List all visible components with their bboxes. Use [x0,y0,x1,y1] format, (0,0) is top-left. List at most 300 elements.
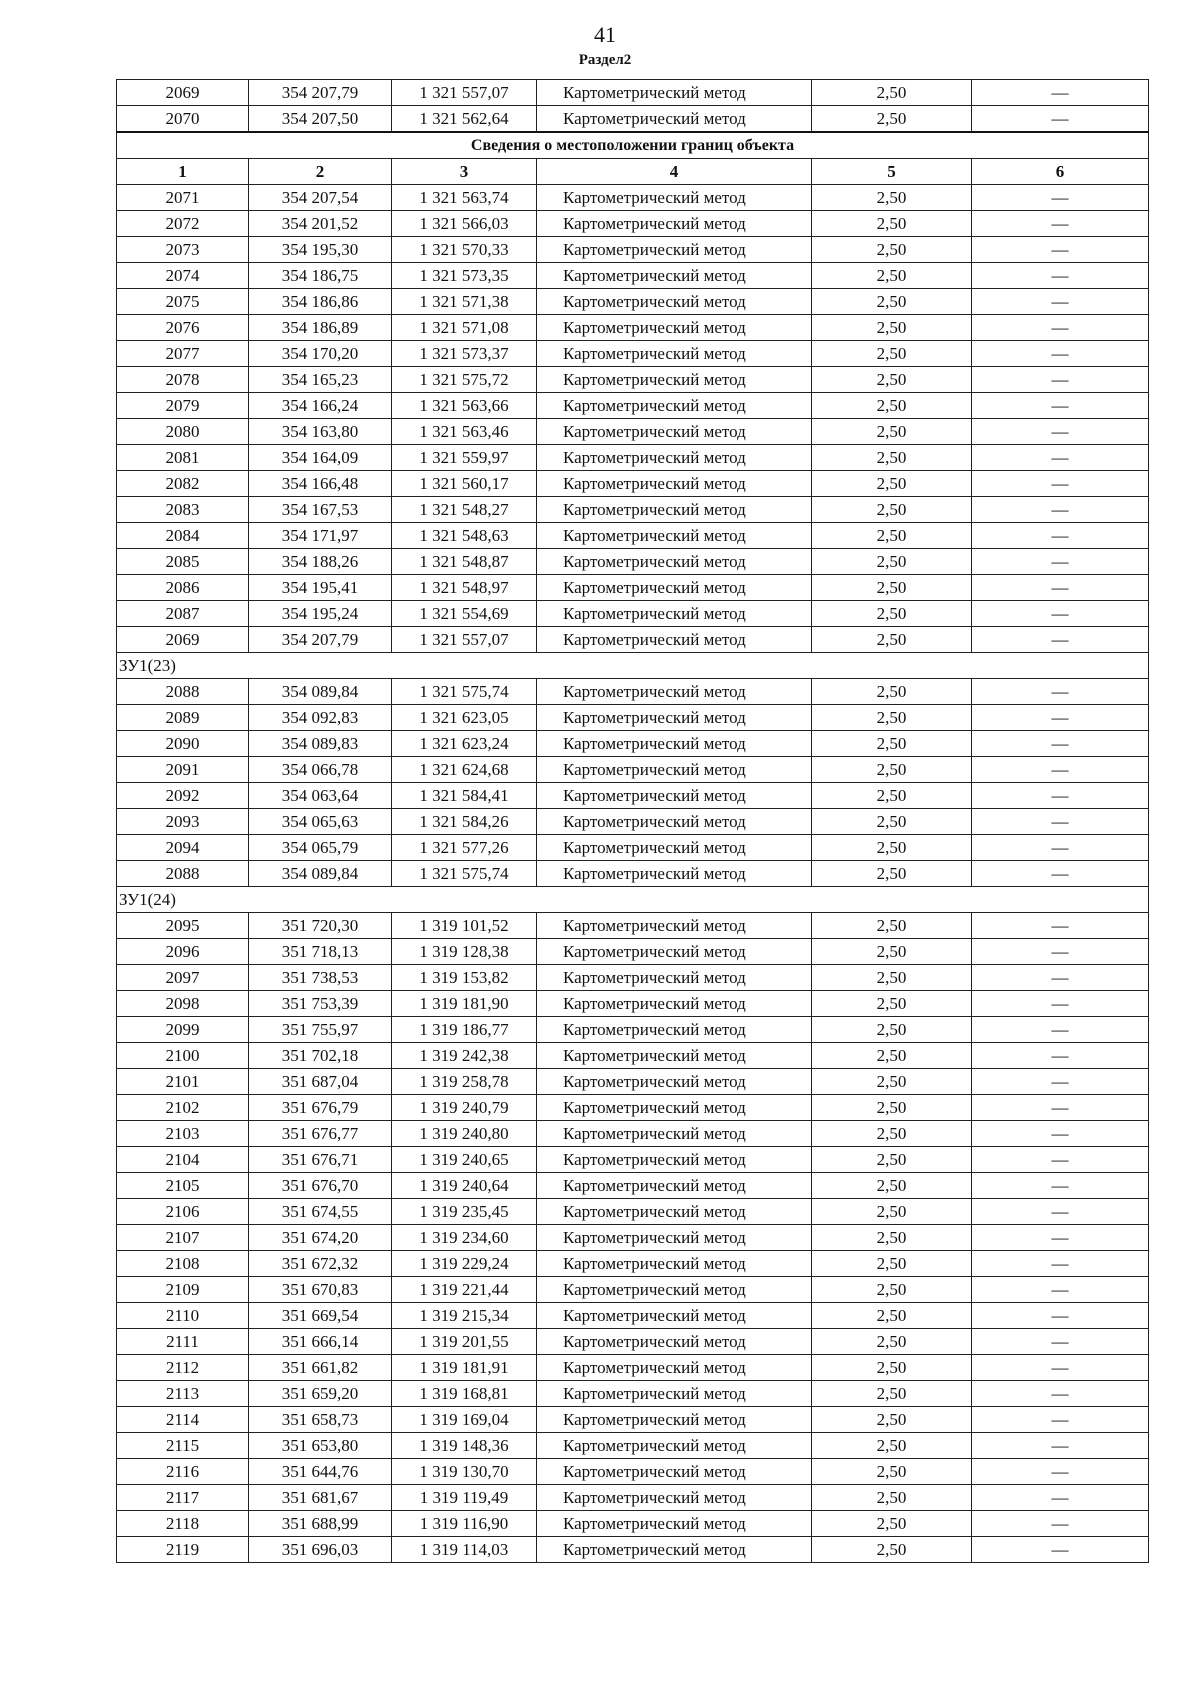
table-row [117,1095,1149,1121]
accuracy-cell: 2,50 [812,1459,972,1485]
note-cell: — [972,523,1149,549]
y-coordinate-cell: 1 319 234,60 [392,1225,537,1251]
point-number-cell: 2099 [117,1017,249,1043]
y-coordinate-cell: 1 319 201,55 [392,1329,537,1355]
y-coordinate-cell: 1 321 624,68 [392,757,537,783]
y-coordinate-cell: 1 321 571,08 [392,315,537,341]
x-coordinate-cell: 354 164,09 [249,445,392,471]
table-row [117,1121,1149,1147]
method-cell: Картометрический метод [537,913,812,939]
accuracy-cell: 2,50 [812,211,972,237]
table-row [117,341,1149,367]
y-coordinate-cell: 1 321 554,69 [392,601,537,627]
y-coordinate-cell: 1 321 563,74 [392,185,537,211]
table-row [117,861,1149,887]
x-coordinate-cell: 354 186,89 [249,315,392,341]
x-coordinate-cell: 354 066,78 [249,757,392,783]
table-row [117,757,1149,783]
x-coordinate-cell: 351 670,83 [249,1277,392,1303]
accuracy-cell: 2,50 [812,237,972,263]
x-coordinate-cell: 351 688,99 [249,1511,392,1537]
accuracy-cell: 2,50 [812,471,972,497]
x-coordinate-cell: 354 170,20 [249,341,392,367]
table-row [117,263,1149,289]
table-row [117,1173,1149,1199]
method-cell: Картометрический метод [537,835,812,861]
point-number-cell: 2103 [117,1121,249,1147]
note-cell: — [972,1277,1149,1303]
section-title: Раздел2 [578,52,632,68]
method-cell: Картометрический метод [537,237,812,263]
x-coordinate-cell: 351 738,53 [249,965,392,991]
point-number-cell: 2113 [117,1381,249,1407]
x-coordinate-cell: 351 696,03 [249,1537,392,1563]
x-coordinate-cell: 351 702,18 [249,1043,392,1069]
table-row [117,523,1149,549]
x-coordinate-cell: 351 676,71 [249,1147,392,1173]
y-coordinate-cell: 1 321 559,97 [392,445,537,471]
note-cell: — [972,289,1149,315]
note-cell: — [972,1251,1149,1277]
x-coordinate-cell: 351 720,30 [249,913,392,939]
x-coordinate-cell: 351 676,79 [249,1095,392,1121]
note-cell: — [972,679,1149,705]
note-cell: — [972,809,1149,835]
table-row [117,315,1149,341]
method-cell: Картометрический метод [537,965,812,991]
note-cell: — [972,1381,1149,1407]
x-coordinate-cell: 351 676,70 [249,1173,392,1199]
table-row [117,1303,1149,1329]
point-number-cell: 2086 [117,575,249,601]
method-cell: Картометрический метод [537,549,812,575]
column-number-row [117,159,1149,185]
x-coordinate-cell: 354 207,50 [249,106,392,133]
x-coordinate-cell: 351 676,77 [249,1121,392,1147]
y-coordinate-cell: 1 319 240,79 [392,1095,537,1121]
method-cell: Картометрический метод [537,575,812,601]
x-coordinate-cell: 351 661,82 [249,1355,392,1381]
accuracy-cell: 2,50 [812,835,972,861]
y-coordinate-cell: 1 319 240,80 [392,1121,537,1147]
point-number-cell: 2108 [117,1251,249,1277]
y-coordinate-cell: 1 321 548,87 [392,549,537,575]
note-cell: — [972,1459,1149,1485]
section-heading-row [117,132,1149,159]
point-number-cell: 2078 [117,367,249,393]
x-coordinate-cell: 354 186,75 [249,263,392,289]
table-row [117,237,1149,263]
y-coordinate-cell: 1 319 116,90 [392,1511,537,1537]
point-number-cell: 2109 [117,1277,249,1303]
note-cell: — [972,601,1149,627]
x-coordinate-cell: 351 659,20 [249,1381,392,1407]
y-coordinate-cell: 1 321 575,72 [392,367,537,393]
method-cell: Картометрический метод [537,1433,812,1459]
y-coordinate-cell: 1 319 168,81 [392,1381,537,1407]
x-coordinate-cell: 354 089,84 [249,861,392,887]
point-number-cell: 2074 [117,263,249,289]
accuracy-cell: 2,50 [812,1147,972,1173]
x-coordinate-cell: 351 674,55 [249,1199,392,1225]
table-row [117,1433,1149,1459]
table-row [117,289,1149,315]
x-coordinate-cell: 354 188,26 [249,549,392,575]
note-cell: — [972,1433,1149,1459]
note-cell: — [972,965,1149,991]
table-row [117,393,1149,419]
x-coordinate-cell: 351 669,54 [249,1303,392,1329]
accuracy-cell: 2,50 [812,106,972,133]
table-row [117,1381,1149,1407]
y-coordinate-cell: 1 319 242,38 [392,1043,537,1069]
point-number-cell: 2073 [117,237,249,263]
table-row [117,1355,1149,1381]
x-coordinate-cell: 354 092,83 [249,705,392,731]
section-heading: Сведения о местоположении границ объекта [117,132,1149,159]
accuracy-cell: 2,50 [812,393,972,419]
note-cell: — [972,1355,1149,1381]
table-row [117,1147,1149,1173]
note-cell: — [972,939,1149,965]
y-coordinate-cell: 1 321 562,64 [392,106,537,133]
x-coordinate-cell: 354 166,48 [249,471,392,497]
y-coordinate-cell: 1 321 548,63 [392,523,537,549]
column-number: 5 [812,159,972,185]
method-cell: Картометрический метод [537,1225,812,1251]
point-number-cell: 2088 [117,679,249,705]
method-cell: Картометрический метод [537,1485,812,1511]
method-cell: Картометрический метод [537,1251,812,1277]
method-cell: Картометрический метод [537,341,812,367]
table-row [117,939,1149,965]
y-coordinate-cell: 1 319 215,34 [392,1303,537,1329]
point-number-cell: 2085 [117,549,249,575]
method-cell: Картометрический метод [537,106,812,133]
point-number-cell: 2100 [117,1043,249,1069]
accuracy-cell: 2,50 [812,263,972,289]
point-number-cell: 2070 [117,106,249,133]
method-cell: Картометрический метод [537,627,812,653]
y-coordinate-cell: 1 321 575,74 [392,861,537,887]
point-number-cell: 2118 [117,1511,249,1537]
accuracy-cell: 2,50 [812,1381,972,1407]
note-cell: — [972,627,1149,653]
accuracy-cell: 2,50 [812,757,972,783]
point-number-cell: 2094 [117,835,249,861]
x-coordinate-cell: 351 666,14 [249,1329,392,1355]
x-coordinate-cell: 354 195,30 [249,237,392,263]
y-coordinate-cell: 1 321 563,66 [392,393,537,419]
x-coordinate-cell: 354 207,79 [249,627,392,653]
point-number-cell: 2110 [117,1303,249,1329]
accuracy-cell: 2,50 [812,1303,972,1329]
accuracy-cell: 2,50 [812,549,972,575]
point-number-cell: 2083 [117,497,249,523]
accuracy-cell: 2,50 [812,601,972,627]
y-coordinate-cell: 1 321 560,17 [392,471,537,497]
x-coordinate-cell: 354 065,79 [249,835,392,861]
y-coordinate-cell: 1 319 148,36 [392,1433,537,1459]
x-coordinate-cell: 354 089,84 [249,679,392,705]
column-number: 3 [392,159,537,185]
accuracy-cell: 2,50 [812,1173,972,1199]
y-coordinate-cell: 1 319 258,78 [392,1069,537,1095]
method-cell: Картометрический метод [537,1459,812,1485]
table-row [117,80,1149,106]
y-coordinate-cell: 1 319 221,44 [392,1277,537,1303]
note-cell: — [972,211,1149,237]
note-cell: — [972,575,1149,601]
accuracy-cell: 2,50 [812,939,972,965]
accuracy-cell: 2,50 [812,1485,972,1511]
y-coordinate-cell: 1 319 114,03 [392,1537,537,1563]
point-number-cell: 2096 [117,939,249,965]
y-coordinate-cell: 1 319 181,90 [392,991,537,1017]
accuracy-cell: 2,50 [812,341,972,367]
point-number-cell: 2072 [117,211,249,237]
table-row [117,809,1149,835]
point-number-cell: 2114 [117,1407,249,1433]
accuracy-cell: 2,50 [812,913,972,939]
table-row [117,783,1149,809]
y-coordinate-cell: 1 319 153,82 [392,965,537,991]
method-cell: Картометрический метод [537,1095,812,1121]
method-cell: Картометрический метод [537,991,812,1017]
point-number-cell: 2091 [117,757,249,783]
note-cell: — [972,1069,1149,1095]
note-cell: — [972,1043,1149,1069]
note-cell: — [972,1303,1149,1329]
x-coordinate-cell: 354 065,63 [249,809,392,835]
group-row [117,653,1149,679]
accuracy-cell: 2,50 [812,783,972,809]
x-coordinate-cell: 351 718,13 [249,939,392,965]
x-coordinate-cell: 354 201,52 [249,211,392,237]
accuracy-cell: 2,50 [812,861,972,887]
table-row [117,705,1149,731]
point-number-cell: 2111 [117,1329,249,1355]
y-coordinate-cell: 1 319 181,91 [392,1355,537,1381]
note-cell: — [972,991,1149,1017]
accuracy-cell: 2,50 [812,445,972,471]
method-cell: Картометрический метод [537,1303,812,1329]
note-cell: — [972,106,1149,133]
method-cell: Картометрический метод [537,783,812,809]
group-row [117,887,1149,913]
x-coordinate-cell: 354 166,24 [249,393,392,419]
point-number-cell: 2119 [117,1537,249,1563]
note-cell: — [972,80,1149,106]
table-row [117,367,1149,393]
point-number-cell: 2097 [117,965,249,991]
table-row [117,913,1149,939]
y-coordinate-cell: 1 321 548,97 [392,575,537,601]
accuracy-cell: 2,50 [812,1537,972,1563]
y-coordinate-cell: 1 319 186,77 [392,1017,537,1043]
point-number-cell: 2075 [117,289,249,315]
note-cell: — [972,419,1149,445]
table-row [117,1069,1149,1095]
x-coordinate-cell: 351 674,20 [249,1225,392,1251]
note-cell: — [972,1511,1149,1537]
table-row [117,211,1149,237]
table-row [117,1459,1149,1485]
note-cell: — [972,185,1149,211]
method-cell: Картометрический метод [537,1277,812,1303]
x-coordinate-cell: 351 681,67 [249,1485,392,1511]
method-cell: Картометрический метод [537,1147,812,1173]
point-number-cell: 2081 [117,445,249,471]
x-coordinate-cell: 354 186,86 [249,289,392,315]
y-coordinate-cell: 1 319 169,04 [392,1407,537,1433]
accuracy-cell: 2,50 [812,627,972,653]
table-row [117,1329,1149,1355]
note-cell: — [972,1485,1149,1511]
y-coordinate-cell: 1 319 128,38 [392,939,537,965]
x-coordinate-cell: 354 163,80 [249,419,392,445]
point-number-cell: 2076 [117,315,249,341]
point-number-cell: 2092 [117,783,249,809]
point-number-cell: 2102 [117,1095,249,1121]
accuracy-cell: 2,50 [812,575,972,601]
point-number-cell: 2079 [117,393,249,419]
table-row [117,1043,1149,1069]
point-number-cell: 2084 [117,523,249,549]
method-cell: Картометрический метод [537,185,812,211]
accuracy-cell: 2,50 [812,1355,972,1381]
table-row [117,1537,1149,1563]
table-row [117,991,1149,1017]
note-cell: — [972,783,1149,809]
x-coordinate-cell: 351 755,97 [249,1017,392,1043]
note-cell: — [972,1173,1149,1199]
y-coordinate-cell: 1 321 571,38 [392,289,537,315]
x-coordinate-cell: 351 658,73 [249,1407,392,1433]
group-label: ЗУ1(24) [117,887,1149,913]
method-cell: Картометрический метод [537,1199,812,1225]
method-cell: Картометрический метод [537,315,812,341]
note-cell: — [972,731,1149,757]
note-cell: — [972,497,1149,523]
accuracy-cell: 2,50 [812,1251,972,1277]
accuracy-cell: 2,50 [812,523,972,549]
x-coordinate-cell: 351 672,32 [249,1251,392,1277]
x-coordinate-cell: 354 207,54 [249,185,392,211]
point-number-cell: 2112 [117,1355,249,1381]
table-row [117,731,1149,757]
y-coordinate-cell: 1 321 563,46 [392,419,537,445]
accuracy-cell: 2,50 [812,289,972,315]
y-coordinate-cell: 1 321 575,74 [392,679,537,705]
point-number-cell: 2080 [117,419,249,445]
accuracy-cell: 2,50 [812,1069,972,1095]
note-cell: — [972,1121,1149,1147]
method-cell: Картометрический метод [537,705,812,731]
note-cell: — [972,1407,1149,1433]
y-coordinate-cell: 1 321 584,41 [392,783,537,809]
method-cell: Картометрический метод [537,939,812,965]
x-coordinate-cell: 351 753,39 [249,991,392,1017]
method-cell: Картометрический метод [537,861,812,887]
point-number-cell: 2069 [117,627,249,653]
table-row [117,1017,1149,1043]
column-number: 4 [537,159,812,185]
table-row [117,497,1149,523]
table-row [117,419,1149,445]
note-cell: — [972,471,1149,497]
point-number-cell: 2089 [117,705,249,731]
point-number-cell: 2088 [117,861,249,887]
table-row [117,601,1149,627]
accuracy-cell: 2,50 [812,80,972,106]
accuracy-cell: 2,50 [812,497,972,523]
note-cell: — [972,1017,1149,1043]
point-number-cell: 2069 [117,80,249,106]
table-row [117,1251,1149,1277]
method-cell: Картометрический метод [537,80,812,106]
accuracy-cell: 2,50 [812,419,972,445]
table-row [117,106,1149,133]
accuracy-cell: 2,50 [812,1329,972,1355]
point-number-cell: 2107 [117,1225,249,1251]
point-number-cell: 2104 [117,1147,249,1173]
note-cell: — [972,549,1149,575]
method-cell: Картометрический метод [537,211,812,237]
point-number-cell: 2077 [117,341,249,367]
x-coordinate-cell: 351 653,80 [249,1433,392,1459]
y-coordinate-cell: 1 321 577,26 [392,835,537,861]
table-row [117,627,1149,653]
method-cell: Картометрический метод [537,263,812,289]
y-coordinate-cell: 1 321 584,26 [392,809,537,835]
y-coordinate-cell: 1 319 229,24 [392,1251,537,1277]
point-number-cell: 2106 [117,1199,249,1225]
accuracy-cell: 2,50 [812,1407,972,1433]
y-coordinate-cell: 1 321 566,03 [392,211,537,237]
y-coordinate-cell: 1 319 119,49 [392,1485,537,1511]
table-row [117,1225,1149,1251]
note-cell: — [972,1329,1149,1355]
method-cell: Картометрический метод [537,809,812,835]
y-coordinate-cell: 1 319 235,45 [392,1199,537,1225]
table-row [117,1199,1149,1225]
table-row [117,1485,1149,1511]
table-row [117,471,1149,497]
point-number-cell: 2095 [117,913,249,939]
point-number-cell: 2098 [117,991,249,1017]
page-number: 41 [594,22,616,47]
note-cell: — [972,237,1149,263]
method-cell: Картометрический метод [537,1121,812,1147]
group-label: ЗУ1(23) [117,653,1149,679]
accuracy-cell: 2,50 [812,315,972,341]
accuracy-cell: 2,50 [812,1043,972,1069]
x-coordinate-cell: 354 207,79 [249,80,392,106]
accuracy-cell: 2,50 [812,1277,972,1303]
table-row [117,1277,1149,1303]
note-cell: — [972,835,1149,861]
note-cell: — [972,1095,1149,1121]
accuracy-cell: 2,50 [812,1199,972,1225]
x-coordinate-cell: 354 195,24 [249,601,392,627]
y-coordinate-cell: 1 319 240,64 [392,1173,537,1199]
note-cell: — [972,705,1149,731]
method-cell: Картометрический метод [537,1329,812,1355]
method-cell: Картометрический метод [537,367,812,393]
accuracy-cell: 2,50 [812,185,972,211]
table-row [117,1407,1149,1433]
